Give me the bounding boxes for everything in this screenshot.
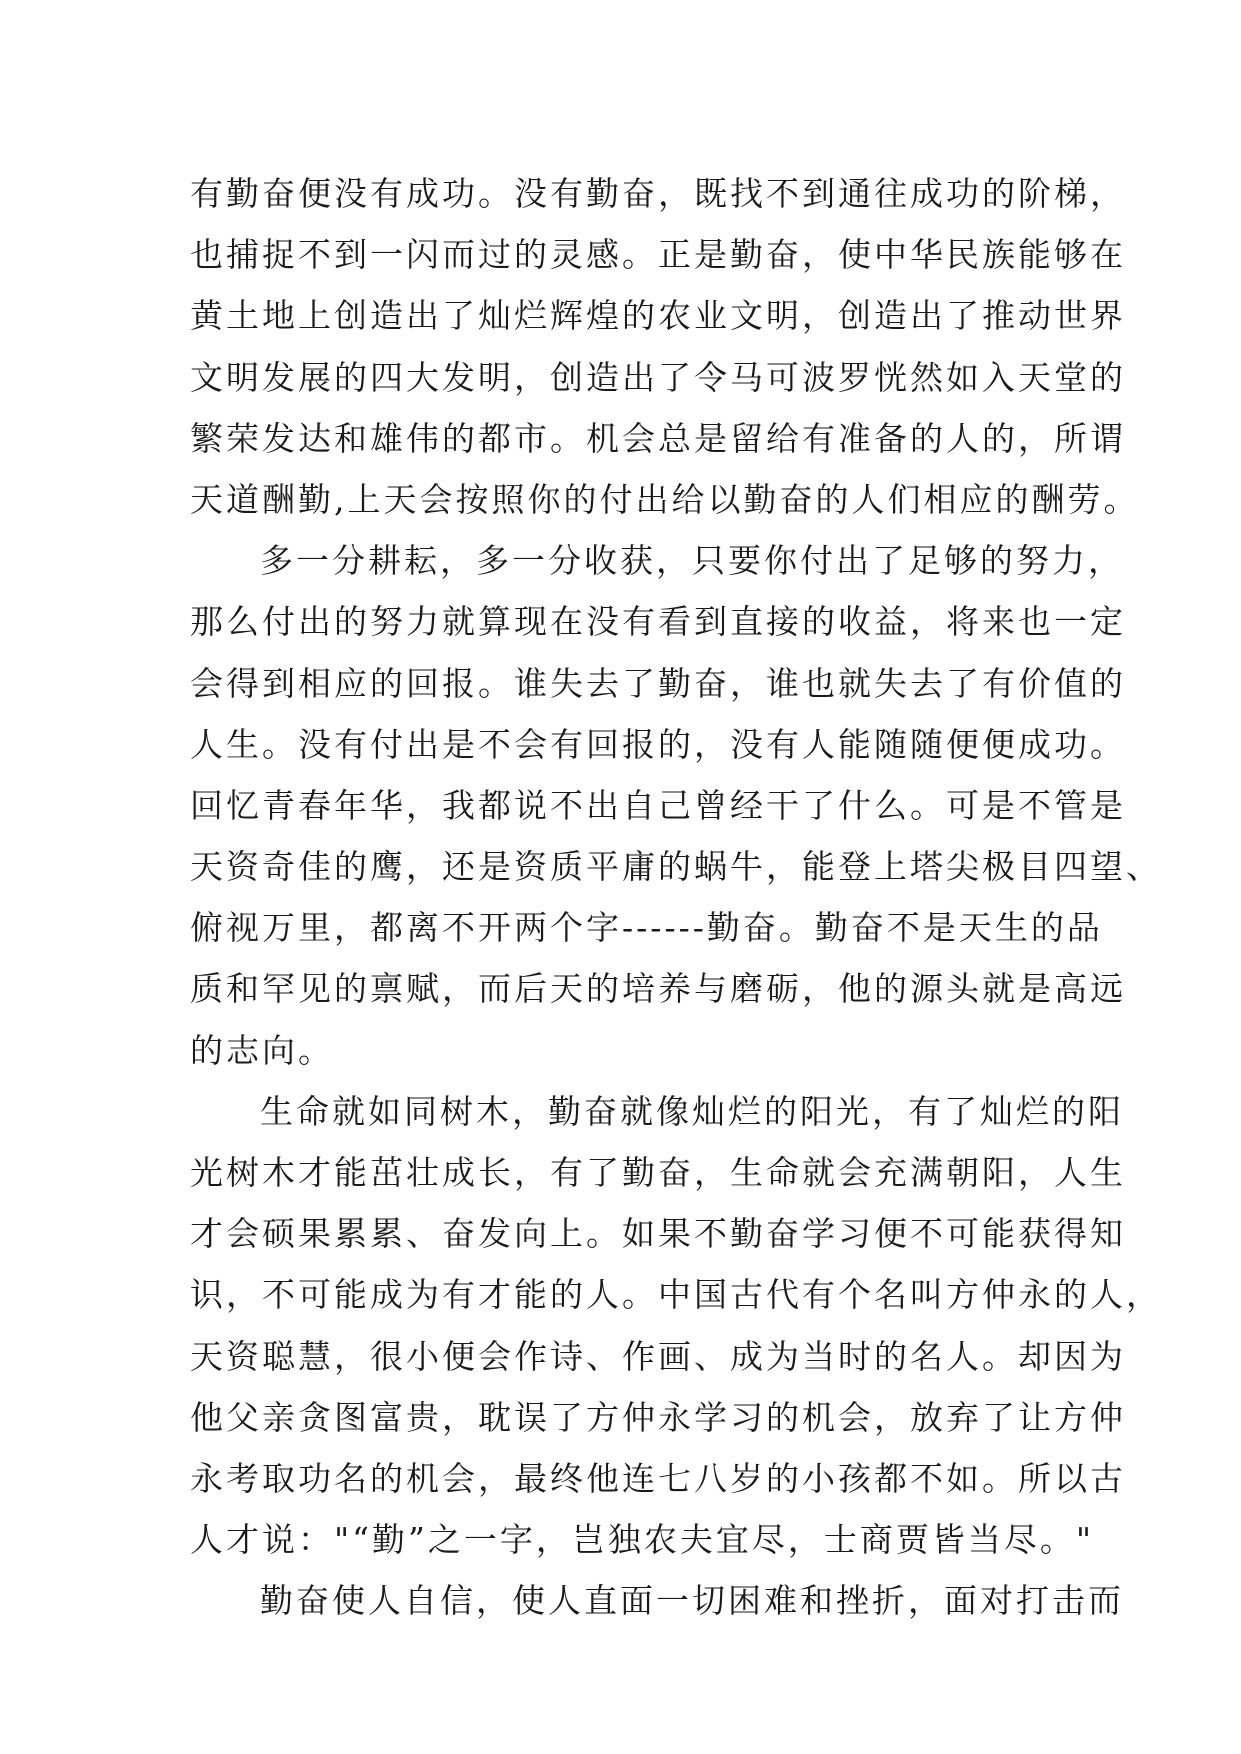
text-line: 识，不可能成为有才能的人。中国古代有个名叫方仲永的人， <box>190 1275 1162 1315</box>
paragraph <box>190 530 1162 1081</box>
text-line: 他父亲贪图富贵，耽误了方仲永学习的机会，放弃了让方仲 <box>190 1397 1126 1437</box>
text-line: 天道酬勤,上天会按照你的付出给以勤奋的人们相应的酬劳。 <box>190 479 1140 519</box>
text-line: 人才说："“勤”之一字，岂独农夫宜尽，士商贾皆当尽。" <box>190 1520 1095 1560</box>
text-line: 天资奇佳的鹰，还是资质平庸的蜗牛，能登上塔尖极目四望、 <box>190 847 1162 887</box>
text-line: 人生。没有付出是不会有回报的，没有人能随随便便成功。 <box>190 724 1126 764</box>
text-line: 也捕捉不到一闪而过的灵感。正是勤奋，使中华民族能够在 <box>190 235 1126 275</box>
text-line: 会得到相应的回报。谁失去了勤奋，谁也就失去了有价值的 <box>190 663 1126 703</box>
text-line: 有勤奋便没有成功。没有勤奋，既找不到通往成功的阶梯， <box>190 174 1126 213</box>
text-line: 天资聪慧，很小便会作诗、作画、成为当时的名人。却因为 <box>190 1336 1126 1376</box>
text-line: 的志向。 <box>190 1030 334 1070</box>
paragraph <box>190 163 1140 530</box>
text-line: 那么付出的努力就算现在没有看到直接的收益，将来也一定 <box>190 602 1126 642</box>
text-line: 生命就如同树木，勤奋就像灿烂的阳光，有了灿烂的阳 <box>260 1091 1124 1131</box>
paragraph <box>190 1081 1162 1571</box>
text-line: 黄土地上创造出了灿烂辉煌的农业文明，创造出了推动世界 <box>190 296 1126 336</box>
paragraph <box>190 1570 1124 1631</box>
body-text <box>190 163 1162 1632</box>
text-line: 多一分耕耘，多一分收获，只要你付出了足够的努力， <box>260 541 1124 581</box>
text-line: 繁荣发达和雄伟的都市。机会总是留给有准备的人的，所谓 <box>190 418 1126 458</box>
text-line: 质和罕见的禀赋，而后天的培养与磨砺，他的源头就是高远 <box>190 969 1126 1009</box>
text-line: 回忆青春年华，我都说不出自己曾经干了什么。可是不管是 <box>190 785 1126 825</box>
text-line: 文明发展的四大发明，创造出了令马可波罗恍然如入天堂的 <box>190 357 1126 397</box>
text-line: 俯视万里，都离不开两个字------勤奋。勤奋不是天生的品 <box>190 908 1103 948</box>
text-line: 才会硕果累累、奋发向上。如果不勤奋学习便不可能获得知 <box>190 1214 1126 1254</box>
text-line: 光树木才能茁壮成长，有了勤奋，生命就会充满朝阳，人生 <box>190 1153 1126 1192</box>
text-line: 勤奋使人自信，使人直面一切困难和挫折，面对打击而 <box>260 1581 1124 1621</box>
text-line: 永考取功名的机会，最终他连七八岁的小孩都不如。所以古 <box>190 1458 1126 1498</box>
